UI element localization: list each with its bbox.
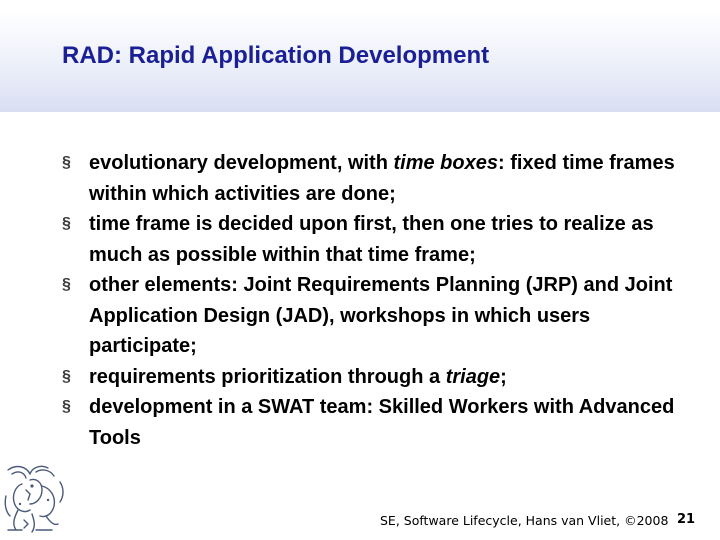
bullet-marker-icon: § <box>62 398 71 415</box>
emphasized-term: triage <box>445 365 501 388</box>
bullet-text-run: : fixed time frames within which activities are done; <box>89 152 675 205</box>
page-number: 21 <box>677 512 696 527</box>
slide-title: RAD: Rapid Application Development <box>62 42 490 69</box>
bullet-text-run: ; <box>500 365 507 388</box>
bullet-marker-icon: § <box>62 154 71 171</box>
bullet-marker-icon: § <box>62 367 71 385</box>
bullet-list <box>62 148 702 453</box>
bullet-text <box>89 152 675 205</box>
bullet-item <box>62 270 702 362</box>
bullet-text-run: evolutionary development, with <box>89 152 394 174</box>
bullet-item <box>62 209 702 270</box>
bullet-marker-icon: § <box>62 215 71 232</box>
bullet-text <box>89 213 654 266</box>
emphasized-term: time boxes <box>393 152 498 174</box>
bullet-item <box>62 392 702 453</box>
footer-text: SE, Software Lifecycle, Hans van Vliet, ©2008 <box>380 513 669 528</box>
bullet-item <box>62 148 702 209</box>
bullet-item <box>62 362 702 393</box>
bullet-text-run: requirements prioritization through a <box>89 365 446 388</box>
bullet-text-run: development in a SWAT team: Skilled Workers with Advanced Tools <box>89 396 675 449</box>
bullet-text <box>89 366 507 388</box>
bullet-text <box>89 396 674 449</box>
bullet-marker-icon: § <box>62 276 71 293</box>
bullet-text <box>89 274 672 357</box>
bullet-text-run: time frame is decided upon first, then one tries to realize as much as possible within that time frame; <box>89 213 654 266</box>
griffin-crest-icon <box>2 460 70 536</box>
bullet-text-run: other elements: Joint Requirements Planning (JRP) and Joint Application Design (JAD), workshops in which users participate; <box>89 274 673 357</box>
